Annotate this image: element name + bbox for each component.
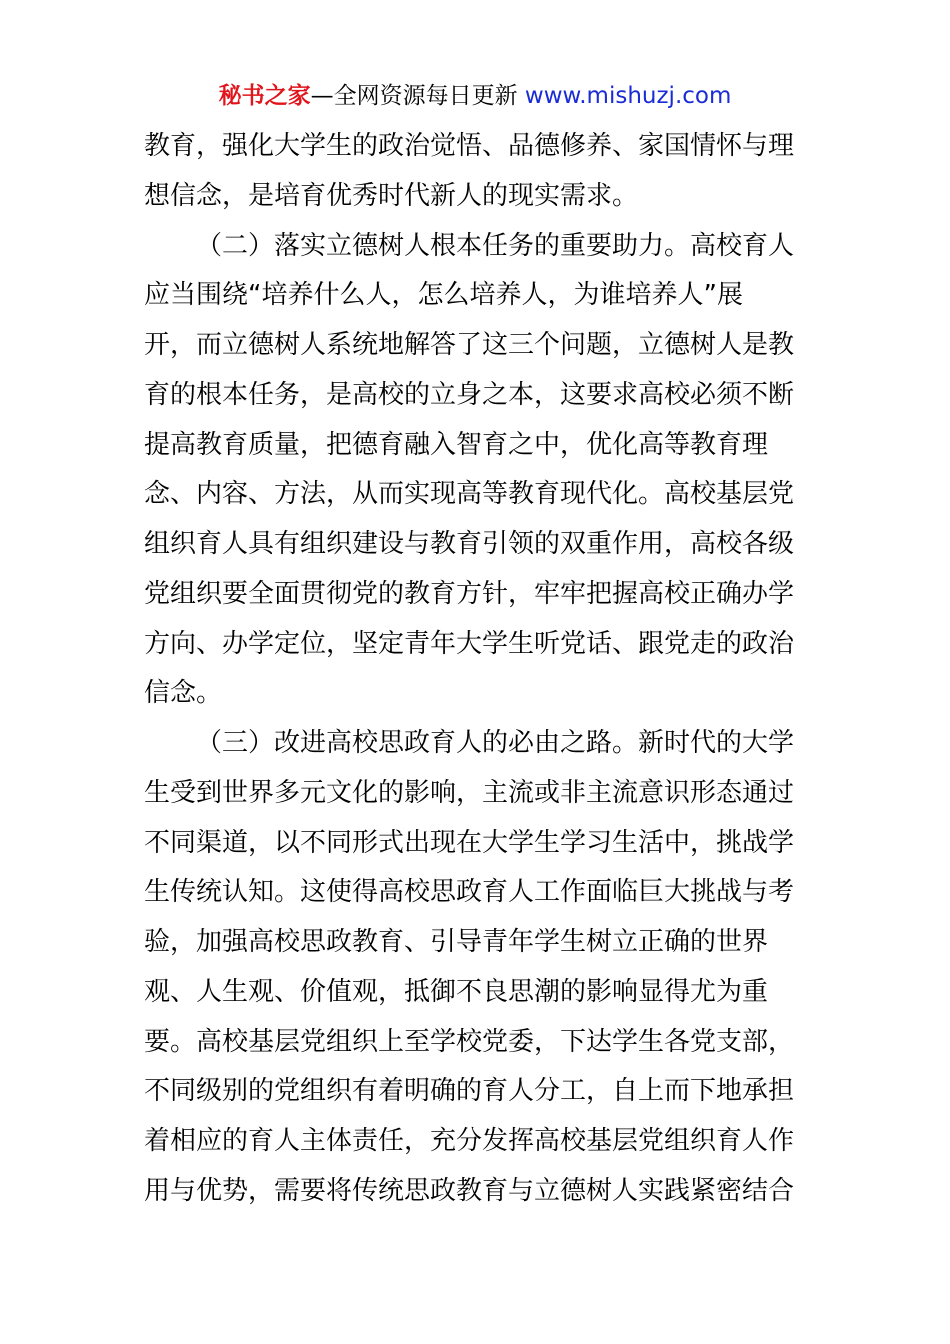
text-line: 不同级别的党组织有着明确的育人分工，自上而下地承担: [144, 1076, 795, 1107]
text-line: 党组织要全面贯彻党的教育方针，牢牢把握高校正确办学: [144, 578, 795, 609]
text-line: 生受到世界多元文化的影响，主流或非主流意识形态通过: [144, 777, 795, 808]
text-line: 提高教育质量，把德育融入智育之中，优化高等教育理: [144, 429, 769, 460]
text-line: 生传统认知。这使得高校思政育人工作面临巨大挑战与考: [144, 877, 795, 908]
text-line: 开，而立德树人系统地解答了这三个问题，立德树人是教: [144, 330, 795, 360]
text-line: 应当围绕“培养什么人，怎么培养人，为谁培养人”展: [144, 280, 743, 311]
text-line: 组织育人具有组织建设与教育引领的双重作用，高校各级: [144, 529, 795, 559]
header-tagline: —全网资源每日更新: [310, 83, 518, 109]
text-line: 育的根本任务，是高校的立身之本，这要求高校必须不断: [144, 379, 795, 410]
text-line: 不同渠道，以不同形式出现在大学生学习生活中，挑战学: [144, 827, 795, 858]
text-line: （二）落实立德树人根本任务的重要助力。高校育人: [196, 230, 795, 261]
text-line: 要。高校基层党组织上至学校党委，下达学生各党支部，: [144, 1026, 795, 1057]
text-line: 方向、办学定位，坚定青年大学生听党话、跟党走的政治: [144, 628, 795, 659]
site-url-link[interactable]: www.mishuzj.com: [524, 83, 732, 109]
text-line: 观、人生观、价值观，抵御不良思潮的影响显得尤为重: [144, 976, 769, 1007]
text-line: 念、内容、方法，从而实现高等教育现代化。高校基层党: [144, 479, 795, 510]
text-line: （三）改进高校思政育人的必由之路。新时代的大学: [196, 728, 795, 758]
text-line: 想信念，是培育优秀时代新人的现实需求。: [144, 180, 639, 211]
page-header: [0, 80, 950, 112]
text-line: 着相应的育人主体责任，充分发挥高校基层党组织育人作: [144, 1126, 795, 1156]
text-line: 信念。: [144, 678, 223, 709]
document-body: [144, 122, 809, 1217]
text-line: 验，加强高校思政教育、引导青年学生树立正确的世界: [144, 927, 769, 957]
text-line: 教育，强化大学生的政治觉悟、品德修养、家国情怀与理: [144, 131, 795, 161]
brand-name: 秘书之家: [218, 83, 311, 109]
text-line: 用与优势，需要将传统思政教育与立德树人实践紧密结合: [144, 1175, 795, 1206]
